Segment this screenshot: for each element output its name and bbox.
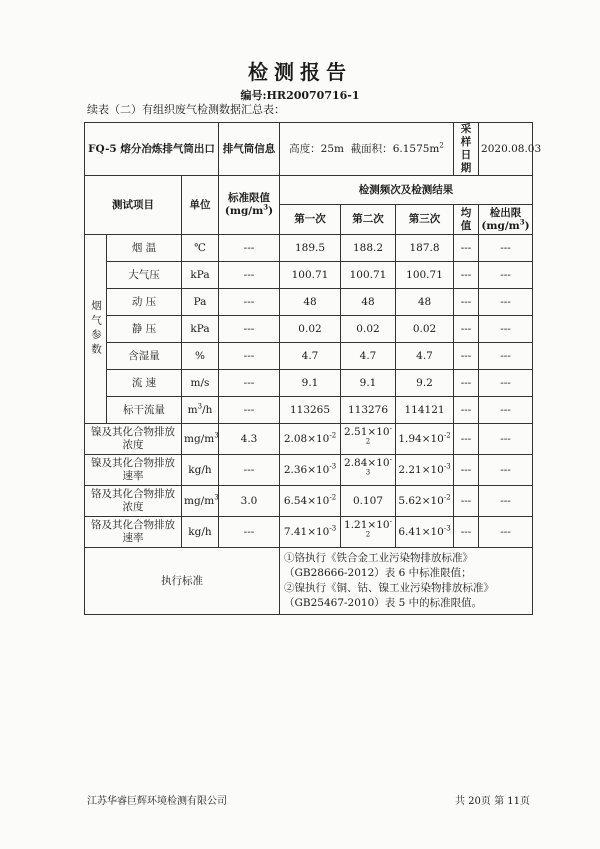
param-limit: ---	[219, 262, 280, 289]
value-detection-limit: ---	[479, 370, 533, 397]
param-unit	[182, 397, 219, 424]
exponent: -3	[443, 462, 451, 470]
outlet-name: FQ-5 熔分冶炼排气筒出口	[85, 123, 219, 176]
col-unit: 单位	[182, 176, 219, 235]
value-second: 113276	[341, 397, 396, 424]
value-third	[396, 486, 454, 517]
col-second: 第二次	[341, 205, 396, 235]
value-third: 9.2	[396, 370, 454, 397]
outlet-info-label: 排气筒信息	[219, 123, 280, 176]
table-row	[85, 370, 533, 397]
col-test-item: 测试项目	[85, 176, 182, 235]
detect-limit-label: 检出限	[489, 206, 522, 219]
value-third: 4.7	[396, 343, 454, 370]
area-unit-sup: 2	[439, 141, 444, 149]
param-name: 静 压	[107, 316, 182, 343]
mantissa: 2.84×10	[344, 457, 390, 469]
unit-tail: /h	[202, 403, 213, 416]
value-detection-limit: ---	[479, 397, 533, 424]
value-second: 0.02	[341, 316, 396, 343]
table-row	[85, 486, 533, 517]
exponent: -3	[329, 462, 337, 470]
value-detection-limit: ---	[479, 424, 533, 455]
param-limit: ---	[219, 397, 280, 424]
param-limit: ---	[219, 316, 280, 343]
exponent: -2	[365, 517, 392, 539]
pollutant-limit: 4.3	[219, 424, 280, 455]
unit-sup: 3	[214, 431, 219, 439]
table-row	[85, 343, 533, 370]
unit-base: mg/m	[184, 432, 215, 445]
param-unit: Pa	[182, 289, 219, 316]
standard-row	[85, 548, 533, 615]
value-detection-limit: ---	[479, 343, 533, 370]
exponent: -2	[329, 431, 337, 439]
standard-text	[280, 548, 533, 615]
param-limit: ---	[219, 289, 280, 316]
value-detection-limit: ---	[479, 455, 533, 486]
param-unit: m/s	[182, 370, 219, 397]
outlet-info-row	[85, 123, 533, 176]
area-value: 6.1575m	[392, 142, 440, 155]
pollutant-name: 铬及其化合物排放浓度	[85, 486, 182, 517]
table-row	[85, 424, 533, 455]
col-standard-limit: 标准限值 $(mg/m^3)$	[219, 176, 280, 235]
pollutant-name: 铬及其化合物排放速率	[85, 517, 182, 548]
value-third	[396, 517, 454, 548]
value-detection-limit: ---	[479, 486, 533, 517]
standard-label: 执行标准	[85, 548, 280, 615]
mantissa: 5.62×10	[398, 494, 444, 507]
unit-sup: 3	[214, 493, 219, 501]
table-row	[85, 517, 533, 548]
mantissa: 7.41×10	[283, 525, 330, 538]
param-unit: %	[182, 343, 219, 370]
unit-base: m	[187, 403, 198, 416]
table-row	[85, 316, 533, 343]
value-average: ---	[454, 343, 479, 370]
std-limit-unit: (mg/m	[224, 205, 264, 217]
standard-text-nickel: ②镍执行《铜、钴、镍工业污染物排放标准》（GB25467-2010）表 5 中的标准限值。	[284, 582, 494, 609]
pollutant-limit: 3.0	[219, 486, 280, 517]
value-first: 0.02	[280, 316, 341, 343]
header-row-1	[85, 176, 533, 205]
value-average: ---	[454, 262, 479, 289]
exponent: -2	[365, 424, 392, 446]
exponent: -2	[443, 493, 451, 501]
col-average: 均值	[454, 205, 479, 235]
value-average: ---	[454, 235, 479, 262]
footer-page-number: 共 20页 第 11页	[455, 796, 530, 807]
pollutant-unit: kg/h	[182, 455, 219, 486]
sampling-date: 2020.08.03	[479, 123, 533, 176]
value-average: ---	[454, 517, 479, 548]
height-value: 25m	[320, 142, 344, 155]
table-row	[85, 262, 533, 289]
value-average: ---	[454, 455, 479, 486]
value-second: 9.1	[341, 370, 396, 397]
value-third	[396, 424, 454, 455]
value-detection-limit: ---	[479, 316, 533, 343]
param-name: 流 速	[107, 370, 182, 397]
param-name: 动 压	[107, 289, 182, 316]
exponent: -2	[329, 493, 337, 501]
value-second	[341, 455, 396, 486]
value-second: 100.71	[341, 262, 396, 289]
value-average: ---	[454, 370, 479, 397]
pollutant-limit: ---	[219, 517, 280, 548]
exponent: -3	[365, 455, 392, 477]
pollutant-limit: ---	[219, 455, 280, 486]
exponent: -3	[443, 524, 451, 532]
param-name: 烟 温	[107, 235, 182, 262]
value-first	[280, 517, 341, 548]
value-average: ---	[454, 486, 479, 517]
standard-text-chromium: ①铬执行《铁合金工业污染物排放标准》（GB28666-2012）表 6 中标准限值；	[284, 552, 473, 579]
param-name: 大气压	[107, 262, 182, 289]
table-row	[85, 397, 533, 424]
value-average: ---	[454, 316, 479, 343]
value-third: 187.8	[396, 235, 454, 262]
mantissa: 2.21×10	[398, 463, 444, 476]
unit-base: mg/m	[184, 494, 215, 507]
footer-company: 江苏华睿巨辉环境检测有限公司	[87, 796, 227, 807]
param-limit: ---	[219, 235, 280, 262]
value-third: 114121	[396, 397, 454, 424]
mantissa: 2.51×10	[344, 426, 390, 438]
param-limit: ---	[219, 370, 280, 397]
outlet-dimensions	[280, 123, 454, 176]
value-second	[341, 424, 396, 455]
mantissa: 6.41×10	[398, 525, 444, 538]
value-average: ---	[454, 424, 479, 455]
value-first: 100.71	[280, 262, 341, 289]
value-third: 48	[396, 289, 454, 316]
exhaust-gas-data-table	[84, 122, 542, 615]
value-third	[396, 455, 454, 486]
sampling-date-label: 采样日期	[454, 123, 479, 176]
pollutant-name: 镍及其化合物排放速率	[85, 455, 182, 486]
col-first: 第一次	[280, 205, 341, 235]
col-results-group: 检测频次及检测结果	[280, 176, 533, 205]
exponent: -2	[443, 431, 451, 439]
report-title: 检测报告	[248, 60, 352, 84]
value-second: 188.2	[341, 235, 396, 262]
mantissa: 2.08×10	[283, 432, 330, 445]
mantissa: 6.54×10	[283, 494, 330, 507]
value-first: 4.7	[280, 343, 341, 370]
detect-limit-unit: (mg/m	[481, 219, 520, 232]
value-first	[280, 486, 341, 517]
area-label: 截面积：	[350, 142, 393, 155]
value-detection-limit: ---	[479, 262, 533, 289]
height-label: 高度：	[289, 142, 321, 155]
value-first: 48	[280, 289, 341, 316]
value-second: 48	[341, 289, 396, 316]
table-row	[85, 289, 533, 316]
value-first: 9.1	[280, 370, 341, 397]
value-first: 113265	[280, 397, 341, 424]
table-row	[85, 455, 533, 486]
param-unit: kPa	[182, 262, 219, 289]
pollutant-unit	[182, 486, 219, 517]
value-average: ---	[454, 289, 479, 316]
flue-params-group-label: 烟气参数	[85, 235, 107, 424]
col-third: 第三次	[396, 205, 454, 235]
report-number-label: 编号:	[240, 89, 267, 102]
param-limit: ---	[219, 343, 280, 370]
value-first: 189.5	[280, 235, 341, 262]
pollutant-name: 镍及其化合物排放浓度	[85, 424, 182, 455]
pollutant-unit	[182, 424, 219, 455]
value-second	[341, 517, 396, 548]
param-unit: kPa	[182, 316, 219, 343]
report-number-value: HR20070716-1	[266, 89, 360, 102]
param-name: 标干流量	[107, 397, 182, 424]
value-first	[280, 424, 341, 455]
table-row	[85, 235, 533, 262]
value-detection-limit: ---	[479, 235, 533, 262]
value-third: 100.71	[396, 262, 454, 289]
mantissa: 2.36×10	[283, 463, 330, 476]
mantissa: 1.21×10	[344, 519, 390, 531]
pollutant-unit: kg/h	[182, 517, 219, 548]
std-limit-label: 标准限值	[228, 192, 270, 204]
exponent: -3	[329, 524, 337, 532]
value-detection-limit: ---	[479, 517, 533, 548]
value-second: 0.107	[341, 486, 396, 517]
value-detection-limit: ---	[479, 289, 533, 316]
mantissa: 1.94×10	[398, 432, 444, 445]
col-detection-limit: 检出限 $(mg/m^3)$	[479, 205, 533, 235]
value-average: ---	[454, 397, 479, 424]
value-first	[280, 455, 341, 486]
value-second: 4.7	[341, 343, 396, 370]
param-unit: ℃	[182, 235, 219, 262]
unit-sup: 3	[197, 402, 203, 410]
table-subtitle: 续表（二）有组织废气检测数据汇总表：	[87, 103, 285, 116]
param-name: 含湿量	[107, 343, 182, 370]
value-third: 0.02	[396, 316, 454, 343]
